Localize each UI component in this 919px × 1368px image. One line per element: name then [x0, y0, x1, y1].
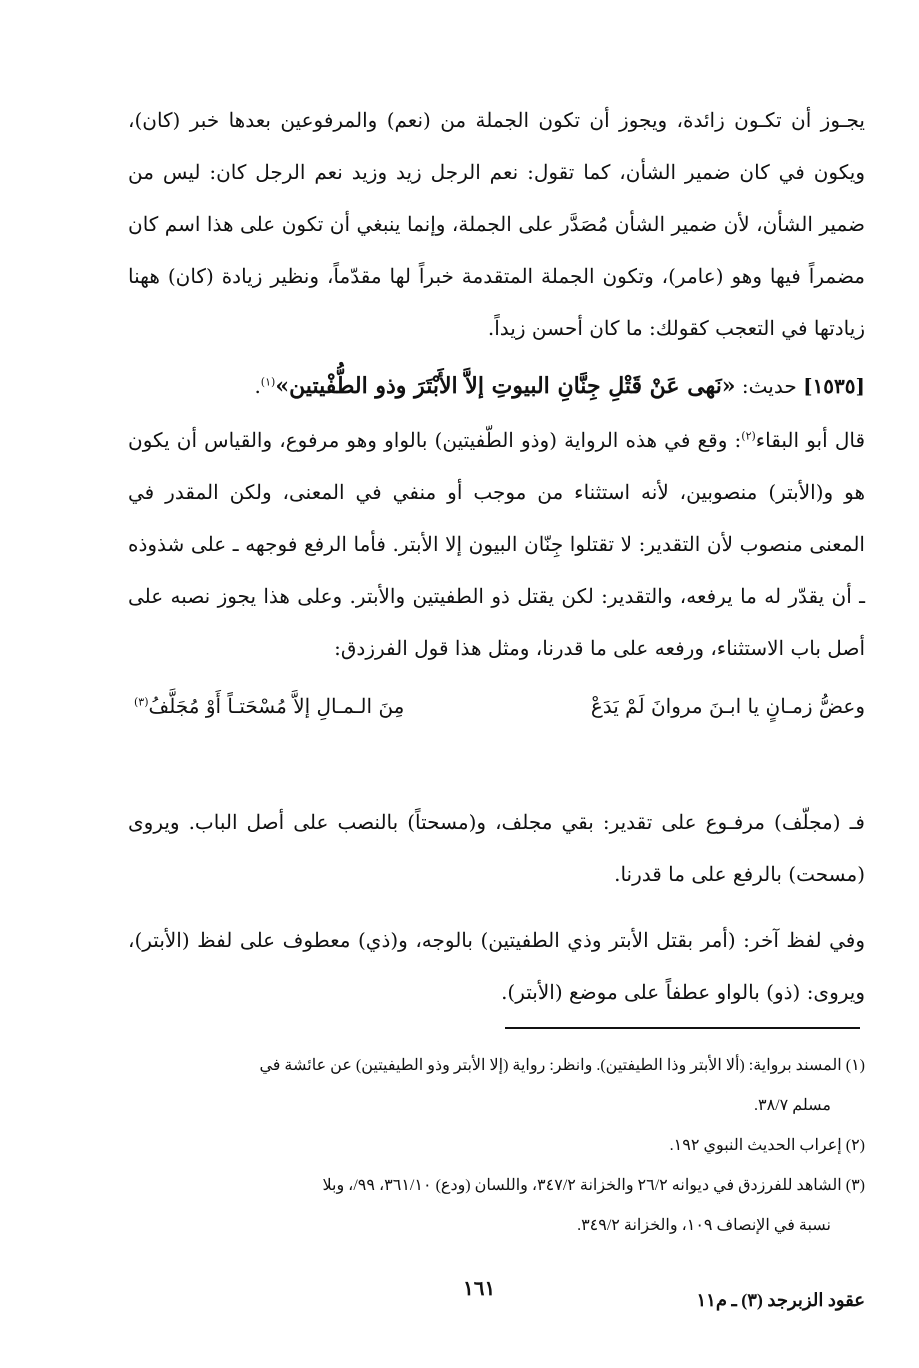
footnote-1-continued: مسلم ٣٨/٧.	[753, 1097, 831, 1114]
paragraph-3: فـ (مجلّف) مرفـوع على تقدير: بقي مجلف، و(مسحتاً) بالنصب على أصل الباب. ويروى (مسحت) بالرفع على ما قدرنا.	[128, 810, 865, 886]
hadith-label: حديث:	[741, 374, 797, 398]
poem-verse	[128, 678, 865, 734]
footnote-divider	[505, 1027, 860, 1029]
hadith-heading	[128, 358, 865, 414]
footnote-3: (٣) الشاهد للفرزدق في ديوانه ٢٦/٢ والخزانة ٣٤٧/٢، واللسان (ودع) ٣٦١/١٠، ٩٩/، وبلا	[322, 1177, 865, 1194]
paragraph-2-body: : وقع في هذه الرواية (وذو الطّفيتين) بالواو وهو مرفوع، والقياس أن يكون هو و(الأبتر) منصوبين، لأنه استثناء من موجب أو منفي في المعنى، ولكن المقدر في المعنى منصوب لأن التقدير: لا تقتلوا جِنّان البيون إلا الأبتر. فأما الرفع فوجهه ـ على شذوذه ـ أن يقدّر له ما يرفعه، والتقدير: لكن يقتل ذو الطفيتين والأبتر. وعلى هذا يجوز نصبه على أصل باب الاستثناء، ورفعه على ما قدرنا، ومثل هذا قول الفرزدق:	[128, 428, 865, 660]
page-number: ١٦١	[463, 1278, 496, 1300]
verse-second-hemistich-wrap	[134, 678, 404, 734]
footnote-3-continued: نسبة في الإنصاف ١٠٩، والخزانة ٣٤٩/٢.	[577, 1217, 831, 1234]
paragraph-4: وفي لفظ آخر: (أمر بقتل الأبتر وذي الطفيتين) بالوجه، و(ذي) معطوف على لفظ (الأبتر)، ويروى: (ذو) بالواو عطفاً على موضع (الأبتر).	[128, 928, 865, 1004]
footnote-1: (١) المسند برواية: (ألا الأبتر وذا الطيفتين). وانظر: رواية (إلا الأبتر وذو الطيفيتين) عن عائشة في	[259, 1057, 865, 1074]
footnote-2: (٢) إعراب الحديث النبوي ١٩٢.	[669, 1137, 865, 1154]
paragraph-1: يجـوز أن تكـون زائدة، ويجوز أن تكون الجملة من (نعم) والمرفوعين بعدها خبر (كان)، ويكون في كان ضمير الشأن، كما تقول: نعم الرجل زيد وزيد نعم الرجل كان: ليس من ضمير الشأن، لأن ضمير الشأن مُصَدَّر على الجملة، وإنما ينبغي أن تكون على هذا اسم كان مضمراً فيها وهو (عامر)، وتكون الجملة المتقدمة خبراً لها مقدّماً، ونظير زيادة (كان) ههنا زيادتها في التعجب كقولك: ما كان أحسن زيداً.	[128, 108, 865, 340]
paragraph-2-lead: قال أبو البقاء	[755, 428, 865, 452]
hadith-footnote-ref[interactable]: (١)	[260, 375, 276, 389]
footnotes	[130, 1046, 865, 1246]
verse-second-hemistich: مِنَ الـمـالِ إلاَّ مُسْحَتـاً أَوْ مُجَلَّفُ	[148, 694, 405, 718]
hadith-end: .	[254, 374, 261, 398]
book-title: عقود الزبرجد (٣) ـ م١١	[696, 1290, 865, 1310]
page-footer	[120, 1278, 865, 1330]
paragraph-2	[128, 414, 865, 674]
verse-footnote-ref[interactable]: (٣)	[134, 695, 149, 709]
main-text	[128, 94, 865, 1018]
hadith-number: [١٥٣٥]	[803, 374, 865, 398]
paragraph-2-footnote-ref[interactable]: (٢)	[741, 429, 756, 443]
hadith-text: «نَهى عَنْ قَتْلِ جِنَّانِ البيوتِ إلاَّ الأَبْتَرَ وذو الطُّفْيتين»	[275, 373, 736, 399]
verse-first-hemistich: وعضُّ زمـانٍ يا ابـنَ مروانَ لَمْ يَدَعْ	[590, 694, 865, 718]
